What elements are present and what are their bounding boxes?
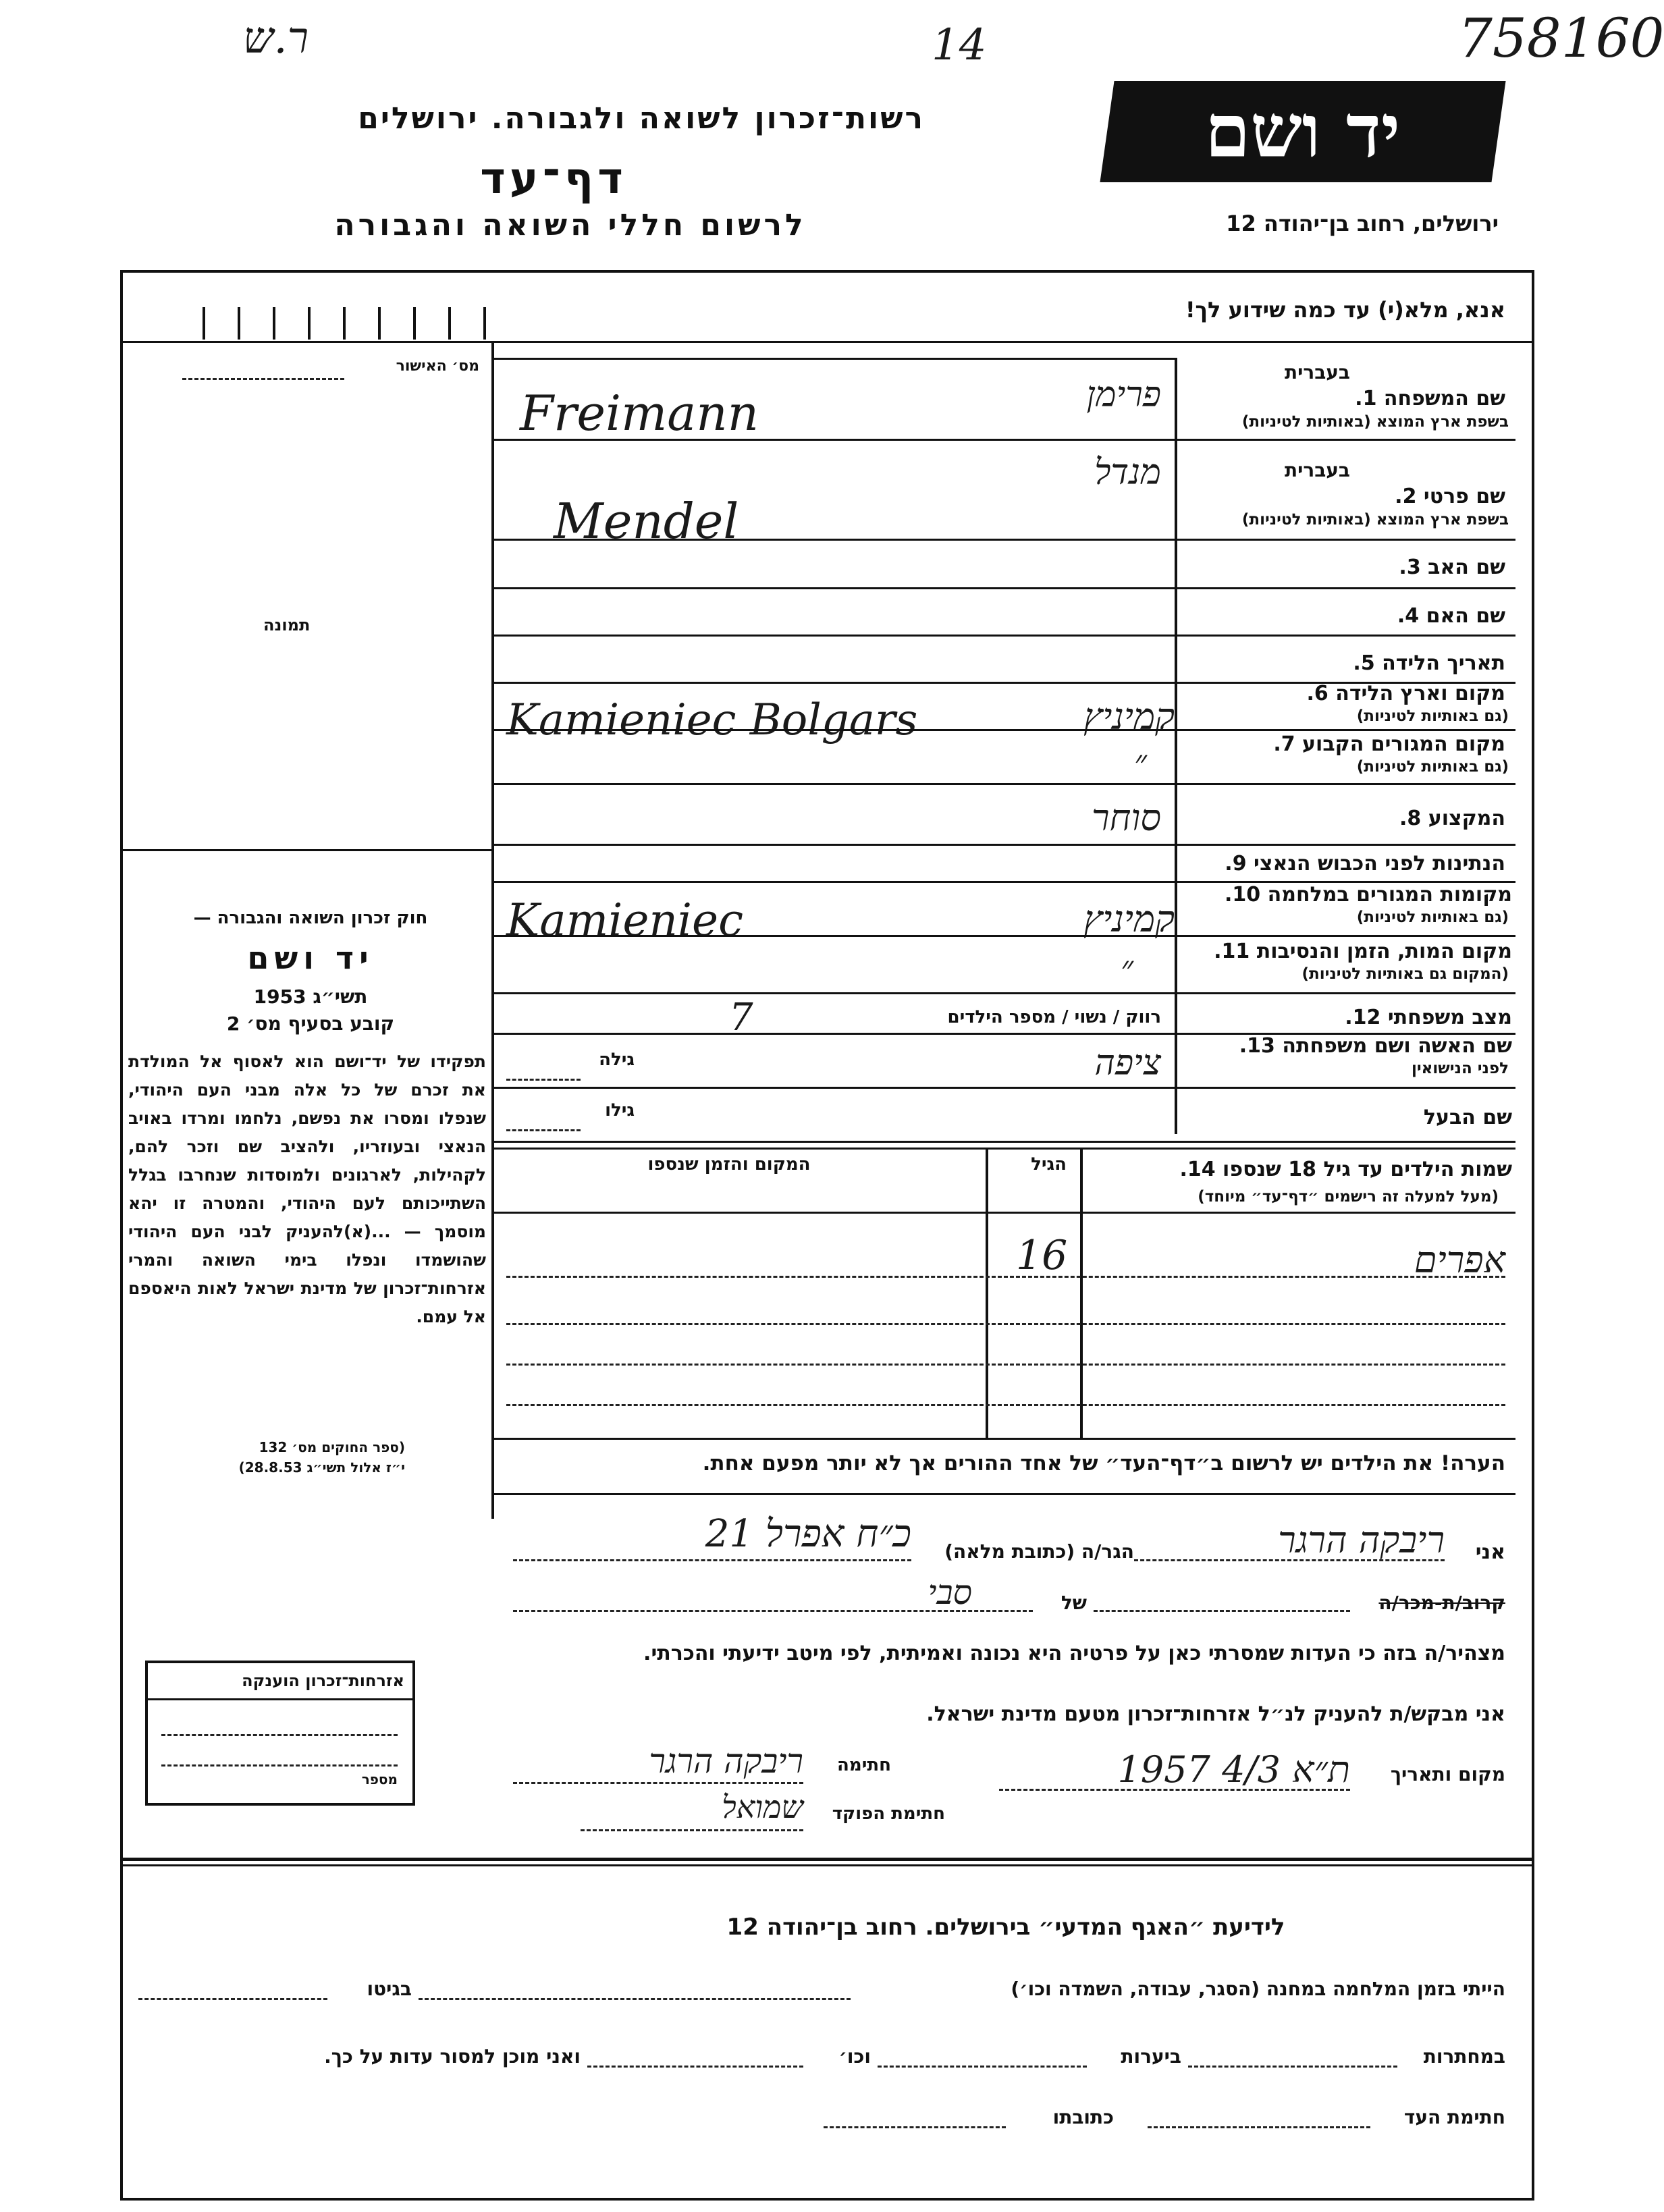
field-2-latin-value[interactable]: Mendel [554,493,739,549]
field-13-value[interactable]: ציפה [1094,1043,1161,1083]
footer-line2-a: במחתרות [1423,2045,1505,2068]
field-2-sub: בשפת ארץ המוצא (באותיות לטיניות) [1241,511,1509,529]
field-12-options[interactable]: רווק / נשוי / מספר הילדים [947,1007,1161,1027]
husband-label: שם הבעל [1423,1106,1512,1129]
field-7-value[interactable]: ״ [1134,743,1147,782]
officer-signature[interactable]: שמואל [722,1789,803,1825]
footer-ghetto-field[interactable] [138,1998,327,2000]
field-2-hebrew-value[interactable]: מנדל [1094,452,1161,493]
husband-age-field[interactable] [506,1129,581,1131]
child-1-name[interactable]: אפרים [1414,1239,1505,1281]
signature-label: חתימה [837,1755,891,1775]
approval-number-field[interactable] [182,378,344,380]
footer-camp-field[interactable] [419,1998,851,2000]
corner-mark-left: ר.ש [243,14,309,63]
field-4-label: שם האם 4. [1397,604,1505,628]
memorial-title: אזרחות־זכרון הוענקה [242,1671,404,1690]
children-note: הערה! את הילדים יש לרשום ב״דף־העד״ של אחד ההורים אך לא יותר מפעם אחת. [702,1451,1505,1476]
footer-line1-a: הייתי בזמן המלחמה במחנה (הסגר, עבודה, השמדה וכו׳) [1011,1978,1505,2000]
footer-etc-field[interactable] [587,2066,803,2068]
law-title: חוק זכרון השואה והגבורה — [193,908,428,928]
place-date-value[interactable]: ת״א 4/3 1957 [1117,1748,1350,1791]
declarant-name[interactable]: ריבקה הרגר [1278,1519,1445,1561]
relation-value[interactable]: סבי [928,1573,972,1612]
footer-witness-address-field[interactable] [824,2126,1006,2128]
children-age-header: הגיל [1031,1154,1067,1175]
field-1-label: שם המשפחה 1. [1355,387,1505,410]
law-text: תפקידו של יד־ושם הוא לאסוף אל המולדת את זכרם של כל אלה מבני העם היהודי, שנפלו ומסרו את נפשם, נלחמו ומרדו באויב הנאצי ובעוזריו, ולהציב שם וזכר להם, לקהילות, לארגונים ולמוסדות שנחרבו בגלל השתייכותם לעם היהודי, והמטרה זו יהא מוסמך — ...(א)להעניק לבני העם היהודי שהושמדו ונפלו בימי השואה והמרי אזרחות־זכרון של מדינת ישראל לאות היאספם אל עמם. [128,1052,486,1326]
footer-line2-c: וכו׳ [838,2045,871,2068]
field-10-hebrew-value[interactable]: קמיניץ [1083,898,1175,940]
footer-witness-signature-field[interactable] [1148,2126,1370,2128]
field-10-latin-value[interactable]: Kamieniec [506,894,744,946]
field-1-hebrew-value[interactable]: פרימן [1086,375,1161,415]
field-10-label: מקומות המגורים במלחמה 10. [1225,883,1512,907]
relation-of: של [1061,1592,1087,1614]
footer-line2-b: ביערות [1121,2045,1181,2068]
child-1-age[interactable]: 16 [1016,1232,1068,1279]
footer-forests-field[interactable] [878,2066,1087,2068]
form-subtitle: לרשום חללי השואה והגבורה [334,208,807,242]
children-place-header: המקום והזמן שנספו [647,1154,811,1175]
office-address: ירושלים, רחוב בן־יהודה 12 [1226,211,1499,236]
field-2-tag: בעברית [1284,459,1350,481]
footer-heading: לידיעת ״האגף המדעי״ בירושלים. רחוב בן־יהודה 12 [726,1914,1285,1941]
field-7-label: מקום המגורים הקבוע 7. [1273,732,1505,756]
declarant-residing-label: הגר/ה (כתובת מלאה) [944,1540,1134,1563]
field-7-sub: (גם באותיות לטיניות) [1356,758,1509,776]
field-5-label: תאריך הלידה 5. [1353,651,1505,675]
form-intro: אנא, מלא(י) עד כמה שידוע לך! [1185,297,1505,323]
field-6-sub: (גם באותיות לטיניות) [1356,707,1509,725]
field-1-sub: בשפת ארץ המוצא (באותיות לטיניות) [1241,413,1509,431]
field-11-sub: (המקום גם באותיות לטיניות) [1301,965,1509,983]
corner-mark-center: 14 [932,20,987,70]
place-date-label: מקום ותאריך [1390,1763,1505,1785]
field-8-value[interactable]: סוחר [1091,797,1161,839]
field-1-latin-value[interactable]: Freimann [520,385,759,441]
footer-underground-field[interactable] [1188,2066,1397,2068]
tick-marks [203,307,486,340]
memorial-citizenship-box [145,1661,415,1806]
logo-text: יד ושם [1205,88,1401,174]
law-clause: קובע בסעיף מס׳ 2 [226,1013,395,1035]
law-reference-2: י״ז אלול תשי״ג 28.8.53) [238,1459,405,1476]
authority-line: רשות־זכרון לשואה ולגבורה. ירושלים [358,101,925,136]
children-label: שמות הילדים עד גיל 18 שנספו 14. [1179,1158,1512,1181]
yad-vashem-logo [1100,81,1505,182]
field-13-sub: לפני הנישואין [1412,1060,1509,1077]
wife-age-label: גילה [599,1050,635,1070]
footer-line2-d: ואני מוכן למסור עדות על כך. [324,2045,581,2068]
field-13-label: שם האשה ושם משפחתה 13. [1239,1034,1512,1058]
declarant-ani: אני [1475,1540,1505,1564]
children-sub: (מעל למעלה זה רישמים ״דף־עד״ מיוחד) [1198,1188,1499,1206]
law-year: תשי״ג 1953 [253,986,368,1008]
request-text: אני מבקש/ת להעניק לנ״ל אזרחות־זכרון מטעם מדינת ישראל. [926,1702,1505,1726]
memorial-number: מספר [361,1771,398,1787]
law-name: יד ושם [247,940,374,976]
field-2-label: שם פרטי 2. [1395,485,1505,508]
footer-line1-b: בגיטו [367,1978,412,2000]
field-9-label: הנתינות לפני הכבוש הנאצי 9. [1225,852,1505,875]
declarant-address[interactable]: כ״ח אפרל 21 [705,1512,911,1556]
field-12-label: מצב משפחתי 12. [1345,1006,1512,1029]
field-6-label: מקום וארץ הלידה 6. [1306,682,1505,705]
field-1-tag: בעברית [1284,361,1350,383]
field-12-children-count[interactable]: 7 [729,996,753,1040]
footer-line3-a: חתימת העד [1403,2106,1505,2128]
approval-number-label: מס׳ האישור [396,358,479,375]
wife-age-field[interactable] [506,1079,581,1081]
officer-label: חתימת הפוקד [832,1804,945,1824]
law-reference-1: (ספר החוקים מס׳ 132 [259,1439,405,1455]
field-10-sub: (גם באותיות לטיניות) [1356,909,1509,926]
field-6-hebrew-value[interactable]: קמיניץ [1083,695,1175,738]
field-8-label: המקצוע 8. [1399,807,1505,830]
field-11-value[interactable]: ״ [1121,948,1133,988]
form-title: דף־עד [480,154,627,204]
relation-label: קרוב/ת-מכר/ה [1378,1592,1505,1614]
field-6-latin-value[interactable]: Kamieniec Bolgars [506,695,918,745]
signature-value[interactable]: ריבקה הרגר [649,1742,803,1781]
field-3-label: שם האב 3. [1399,556,1505,579]
archive-number: 758160 [1458,7,1664,70]
declaration-text: מצהיר/ה בזה כי העדות שמסרתי כאן על פרטיה היא נכונה ואמיתית, לפי מיטב ידיעתי והכרתי. [643,1642,1505,1665]
field-11-label: מקום המות, הזמן והנסיבות 11. [1214,940,1512,963]
photo-label: תמונה [263,616,311,635]
husband-age-label: גילו [605,1100,635,1121]
footer-line3-b: כתובתו [1052,2106,1114,2128]
